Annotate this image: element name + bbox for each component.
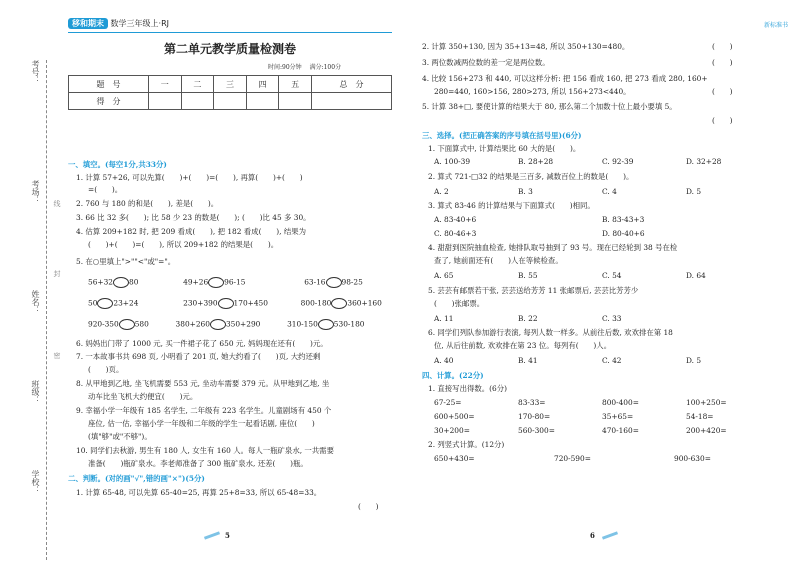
calc-item[interactable]: 35+65= — [602, 412, 634, 421]
score-head-cell: 四 — [246, 76, 279, 93]
compare-right: 98-25 — [341, 277, 363, 287]
section-judge: 二、判断。(对的画"√",错的画"×")(5分) — [68, 474, 205, 483]
judge-2: 2. 计算 350+130, 因为 35+13=48, 所以 350+130=480。 — [422, 42, 630, 51]
calc-vertical-title: 2. 列竖式计算。(12分) — [428, 440, 505, 449]
choice-1: 1. 下面算式中, 计算结果比 60 大的是( )。 — [428, 144, 581, 153]
choice-6-line1: 6. 同学们列队参加游行表演, 每列人数一样多。从前往后数, 欢欢排在第 18 — [428, 328, 673, 337]
page-right — [400, 0, 800, 585]
compare-left: 230+390 — [183, 298, 218, 308]
calc-row — [434, 412, 714, 422]
pen-icon — [602, 531, 618, 539]
seal-mi: 密 — [53, 352, 61, 359]
judge-5-answer[interactable]: ( ) — [712, 116, 733, 125]
compare-circle[interactable] — [113, 277, 129, 288]
compare-left: 800-180 — [300, 298, 332, 308]
score-value-row — [69, 93, 392, 110]
compare-circle[interactable] — [326, 277, 342, 288]
subject-label: 数学三年级上·RJ — [110, 19, 170, 28]
calc-item[interactable]: 170-80= — [518, 412, 551, 421]
exam-time: 时间:90分钟 — [268, 64, 302, 71]
judge-3-answer[interactable]: ( ) — [712, 58, 733, 67]
calc-vertical-row — [434, 454, 711, 464]
page-number: 6 — [590, 531, 595, 540]
question-4-line2: ( )+( )=( ), 所以 209+182 的结果是( )。 — [88, 240, 279, 249]
calc-item[interactable]: 100+250= — [686, 398, 727, 407]
question-4-line1: 4. 估算 209+182 时, 把 209 看成( ), 把 182 看成( ), 结果为 — [76, 227, 306, 236]
judge-5: 5. 计算 38+□, 要使计算的结果大于 80, 那么第二个加数十位上最小要填 5。 — [422, 102, 677, 111]
option[interactable]: D. 5 — [686, 187, 702, 196]
margin-label-exam-number: 考号： — [31, 60, 40, 84]
binding-line — [46, 60, 47, 560]
option[interactable]: C. 92-39 — [602, 157, 634, 166]
question-3: 3. 66 比 32 多( ); 比 58 少 23 的数是( ); ( )比 45 多 30。 — [76, 213, 311, 222]
question-1-line2: =( )。 — [88, 185, 123, 194]
compare-circle[interactable] — [97, 298, 113, 309]
compare-right: 23+24 — [113, 298, 139, 308]
vertical-item[interactable]: 900-630= — [674, 454, 711, 463]
choice-2: 2. 算式 721-□32 的结果是三百多, 减数百位上的数是( )。 — [428, 172, 634, 181]
option[interactable]: C. 4 — [602, 187, 617, 196]
question-9-line3: (填"够"或"不够")。 — [88, 432, 152, 441]
option[interactable]: B. 55 — [518, 271, 538, 280]
calc-item[interactable]: 67-25= — [434, 398, 462, 407]
score-head-cell: 三 — [214, 76, 247, 93]
choice-3-options-cd — [434, 229, 645, 239]
compare-right: 96-15 — [224, 277, 246, 287]
question-8-line1: 8. 从甲地到乙地, 坐飞机需要 553 元, 坐动车需要 379 元。从甲地到乙地, 坐 — [76, 379, 330, 388]
choice-1-options — [434, 157, 721, 167]
question-5: 5. 在○里填上">""<"或"="。 — [76, 257, 176, 266]
option[interactable]: B. 41 — [518, 356, 538, 365]
score-head-cell: 题 号 — [69, 76, 149, 93]
margin-label-exam-room: 考场： — [31, 180, 40, 204]
calc-item[interactable]: 54-18= — [686, 412, 714, 421]
question-2: 2. 760 与 180 的和是( ), 差是( )。 — [76, 199, 219, 208]
judge-4-line2: 280=440, 160>156, 280>273, 所以 156+273<440。 — [434, 87, 631, 96]
choice-4-line2: 查了, 她前面还有( )人在等候检查。 — [434, 256, 563, 265]
judge-1: 1. 计算 65-48, 可以先算 65-40=25, 再算 25+8=33, 所以 65-48=33。 — [76, 488, 322, 497]
compare-right: 170+450 — [233, 298, 268, 308]
calc-row — [434, 398, 727, 408]
score-head-cell: 总 分 — [311, 76, 391, 93]
corner-label: 新标准书 — [763, 22, 788, 29]
option[interactable]: A. 40 — [434, 356, 454, 365]
score-label-cell: 得 分 — [69, 93, 149, 110]
choice-6-line2: 位, 从后往前数, 欢欢排在第 23 位。每列有( )人。 — [434, 341, 612, 350]
calc-item[interactable]: 560-300= — [518, 426, 555, 435]
exam-meta — [268, 62, 341, 71]
judge-2-answer[interactable]: ( ) — [712, 42, 733, 51]
section-choice: 三、选择。(把正确答案的序号填在括号里)(6分) — [422, 131, 582, 140]
calc-item[interactable]: 30+200= — [434, 426, 470, 435]
compare-right: 350+290 — [225, 319, 261, 329]
question-7-line2: ( )页。 — [88, 365, 124, 374]
calc-item[interactable]: 470-160= — [602, 426, 639, 435]
calc-item[interactable]: 800-400= — [602, 398, 639, 407]
calc-direct-title: 1. 直接写出得数。(6分) — [428, 384, 507, 393]
exam-full-score: 满分:100分 — [309, 64, 342, 71]
seal-feng: 封 — [53, 270, 61, 277]
vertical-item[interactable]: 720-590= — [554, 454, 591, 463]
score-cell[interactable] — [311, 93, 391, 110]
brand-logo: 移和期末 — [68, 18, 108, 29]
choice-5-options — [434, 314, 622, 324]
header-rule — [68, 32, 392, 33]
score-cell[interactable] — [149, 93, 182, 110]
question-9-line2: 座位, 估一估, 幸福小学一年级和二年级的学生一起看话剧, 座位( ) — [88, 419, 315, 428]
question-10-line2: 准备( )瓶矿泉水。李老师准备了 300 瓶矿泉水, 还差( )瓶。 — [88, 459, 308, 468]
compare-circle[interactable] — [218, 298, 234, 309]
score-cell[interactable] — [246, 93, 279, 110]
compare-row — [88, 277, 363, 288]
margin-label-class: 班级： — [31, 380, 40, 404]
score-head-cell: 五 — [279, 76, 312, 93]
option[interactable]: A. 11 — [434, 314, 454, 323]
compare-left: 50 — [88, 298, 98, 308]
section-calc: 四、计算。(22分) — [422, 371, 484, 380]
option[interactable]: B. 28+28 — [518, 157, 554, 166]
judge-1-answer[interactable]: ( ) — [358, 502, 379, 511]
judge-4-answer[interactable]: ( ) — [712, 87, 733, 96]
question-9-line1: 9. 幸福小学一年级有 185 名学生, 二年级有 223 名学生。儿童剧场有 450 个 — [76, 406, 332, 415]
compare-right: 80 — [129, 277, 139, 287]
score-cell[interactable] — [181, 93, 214, 110]
question-10-line1: 10. 同学们去秋游, 男生有 180 人, 女生有 160 人。每人一瓶矿泉水, 一共需要 — [76, 446, 334, 455]
question-8-line2: 动车比坐飞机大约便宜( )元。 — [88, 392, 198, 401]
compare-left: 49+26 — [183, 277, 209, 287]
choice-4-line1: 4. 甜甜到医院抽血检查, 她排队取号抽到了 93 号。现在已经轮到 38 号在检 — [428, 243, 678, 252]
score-cell[interactable] — [279, 93, 312, 110]
score-table — [68, 75, 392, 110]
compare-left: 920-350 — [88, 319, 119, 329]
compare-right: 530-180 — [333, 319, 365, 329]
compare-right: 360+160 — [347, 298, 382, 308]
option[interactable]: C. 33 — [602, 314, 622, 323]
calc-item[interactable]: 200+420= — [686, 426, 727, 435]
score-header-row — [69, 76, 392, 93]
compare-left: 56+32 — [88, 277, 114, 287]
calc-row — [434, 426, 727, 436]
option[interactable]: A. 65 — [434, 271, 454, 280]
score-head-cell: 二 — [181, 76, 214, 93]
choice-4-options — [434, 271, 706, 281]
option[interactable]: D. 32+28 — [686, 157, 722, 166]
brand-header — [68, 18, 169, 29]
option[interactable]: D. 64 — [686, 271, 706, 280]
calc-item[interactable]: 600+500= — [434, 412, 475, 421]
score-head-cell: 一 — [149, 76, 182, 93]
compare-row — [88, 298, 382, 309]
choice-3-options-ab — [434, 215, 644, 225]
compare-circle[interactable] — [331, 298, 347, 309]
choice-5-line2: ( )张邮票。 — [434, 299, 485, 308]
compare-row — [88, 319, 365, 330]
option[interactable]: D. 80-40+6 — [602, 229, 645, 238]
section-fill-blank: 一、填空。(每空1分,共33分) — [68, 160, 167, 169]
choice-3: 3. 算式 83-46 的计算结果与下面算式( )相同。 — [428, 201, 595, 210]
option[interactable]: B. 83-43+3 — [602, 215, 645, 224]
question-1-line1: 1. 计算 57+26, 可以先算( )+( )=( ), 再算( )+( ) — [76, 173, 303, 182]
margin-label-name: 姓名： — [31, 290, 40, 314]
option[interactable]: C. 54 — [602, 271, 622, 280]
option[interactable]: D. 5 — [686, 356, 702, 365]
exam-title: 第二单元教学质量检测卷 — [163, 42, 296, 56]
compare-circle[interactable] — [318, 319, 334, 330]
choice-5-line1: 5. 芸芸有邮票若干张, 芸芸送给芳芳 11 张邮票后, 芸芸比芳芳少 — [428, 286, 639, 295]
choice-2-options — [434, 187, 701, 197]
option[interactable]: C. 42 — [602, 356, 622, 365]
judge-3: 3. 两位数减两位数的差一定是两位数。 — [422, 58, 550, 67]
compare-left: 63-16 — [304, 277, 326, 287]
score-cell[interactable] — [214, 93, 247, 110]
option[interactable]: A. 2 — [434, 187, 449, 196]
choice-6-options — [434, 356, 701, 366]
compare-left: 380+260 — [175, 319, 210, 329]
vertical-item[interactable]: 650+430= — [434, 454, 475, 463]
compare-left: 310-150 — [287, 319, 318, 329]
compare-circle[interactable] — [210, 319, 226, 330]
seal-xian: 线 — [53, 200, 61, 207]
binding-margin — [0, 0, 60, 585]
option[interactable]: B. 3 — [518, 187, 533, 196]
question-6: 6. 妈妈出门带了 1000 元, 买一件裙子花了 650 元, 妈妈现在还有( )元。 — [76, 339, 328, 348]
pen-icon — [204, 531, 220, 539]
option[interactable]: A. 100-39 — [434, 157, 471, 166]
compare-circle[interactable] — [119, 319, 135, 330]
compare-right: 580 — [134, 319, 149, 329]
option[interactable]: C. 80-46+3 — [434, 229, 477, 238]
option[interactable]: A. 83-40+6 — [434, 215, 477, 224]
compare-circle[interactable] — [208, 277, 224, 288]
margin-label-school: 学校： — [31, 470, 40, 494]
calc-item[interactable]: 83-33= — [518, 398, 546, 407]
option[interactable]: B. 22 — [518, 314, 538, 323]
judge-4-line1: 4. 比较 156+273 和 440, 可以这样分析: 把 156 看成 160, 把 273 看成 280, 160+ — [422, 74, 708, 83]
question-7-line1: 7. 一本故事书共 698 页, 小明看了 201 页, 她大约看了( )页, 大约还剩 — [76, 352, 321, 361]
page-number: 5 — [225, 531, 230, 540]
